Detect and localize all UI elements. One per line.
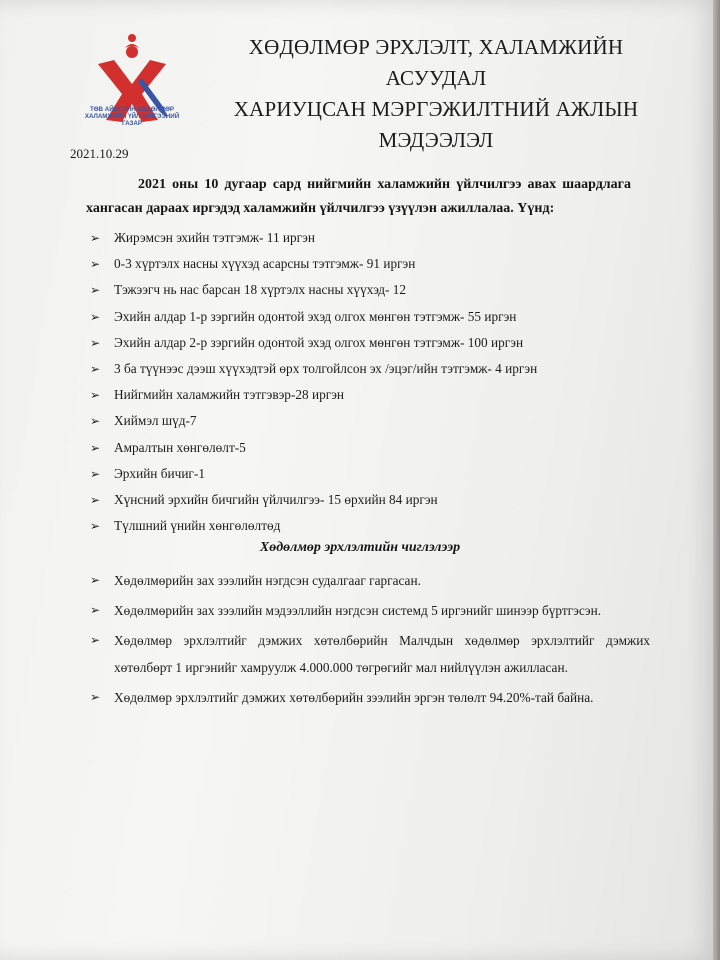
logo-caption-line: ХАЛАМЖИЙН ҮЙЛЧИЛГЭЭНИЙ	[84, 113, 180, 120]
arrow-bullet-icon: ➢	[90, 283, 101, 298]
list-item: ➢ Эхийн алдар 2-р зэргийн одонтой эхэд олгох мөнгөн тэтгэмж- 100 иргэн	[90, 330, 650, 356]
list-item: ➢ Эхийн алдар 1-р зэргийн одонтой эхэд олгох мөнгөн тэтгэмж- 55 иргэн	[90, 304, 650, 330]
logo-caption-line: ГАЗАР	[121, 120, 143, 127]
list-item: ➢ Хөдөлмөр эрхлэлтийг дэмжих хөтөлбөрийн зээлийн эргэн төлөлт 94.20%-тай байна.	[90, 684, 650, 711]
arrow-bullet-icon: ➢	[90, 440, 101, 455]
arrow-bullet-icon: ➢	[90, 414, 101, 429]
arrow-bullet-icon: ➢	[90, 573, 101, 587]
intro-paragraph: 2021 оны 10 дугаар сард нийгмийн халамжийн үйлчилгээ авах шаардлага хангасан дараах иргэдэд халамжийн үйлчилгээ үзүүлэн ажиллалаа. Үүнд:	[86, 177, 631, 216]
list-item: ➢ Түлшний үнийн хөнгөлөлтөд	[90, 513, 650, 539]
list-item: ➢ Хүнсний эрхийн бичгийн үйлчилгээ- 15 өрхийн 84 иргэн	[90, 487, 650, 513]
welfare-list	[90, 225, 650, 539]
title-line: МЭДЭЭЛЭЛ	[378, 128, 494, 152]
list-item: ➢ Жирэмсэн эхийн тэтгэмж- 11 иргэн	[90, 225, 650, 251]
list-item: ➢ 3 ба түүнээс дээш хүүхэдтэй өрх толгойлсон эх /эцэг/ийн тэтгэмж- 4 иргэн	[90, 356, 650, 382]
document-title	[196, 32, 676, 156]
logo-caption-line: ТӨВ АЙМГИЙН ХӨДӨЛМӨР	[89, 106, 175, 113]
list-item: ➢ Эрхийн бичиг-1	[90, 461, 650, 487]
list-item: ➢ Хөдөлмөрийн зах зээлийн нэгдсэн судалгааг гаргасан.	[90, 567, 650, 594]
list-item: ➢ Хөдөлмөрийн зах зээлийн мэдээллийн нэгдсэн системд 5 иргэнийг шинээр бүртгэсэн.	[90, 597, 650, 624]
arrow-bullet-icon: ➢	[90, 519, 101, 534]
employment-heading: Хөдөлмөр эрхлэлтийн чиглэлээр	[259, 540, 461, 555]
list-item: ➢ Тэжээгч нь нас барсан 18 хүртэлх насны хүүхэд- 12	[90, 277, 650, 303]
arrow-bullet-icon: ➢	[90, 309, 101, 324]
arrow-bullet-icon: ➢	[90, 388, 101, 403]
arrow-bullet-icon: ➢	[90, 361, 101, 376]
employment-list	[90, 567, 650, 714]
arrow-bullet-icon: ➢	[90, 603, 101, 617]
title-line: ХӨДӨЛМӨР ЭРХЛЭЛТ, ХАЛАМЖИЙН АСУУДАЛ	[248, 35, 624, 90]
list-item: ➢ Хиймэл шүд-7	[90, 408, 650, 434]
arrow-bullet-icon: ➢	[90, 492, 101, 507]
arrow-bullet-icon: ➢	[90, 633, 101, 647]
arrow-bullet-icon: ➢	[90, 231, 101, 245]
page-edge	[713, 0, 720, 960]
arrow-bullet-icon: ➢	[90, 690, 101, 704]
list-item: ➢ Хөдөлмөр эрхлэлтийг дэмжих хөтөлбөрийн Малчдын хөдөлмөр эрхлэлтийг дэмжих хөтөлбөрт 1 иргэнийг хамруулж 4.000.000 төгрөгийг мал нийлүүлэн ажилласан.	[90, 627, 650, 681]
document-date: 2021.10.29	[70, 146, 129, 161]
list-item: ➢ Нийгмийн халамжийн тэтгэвэр-28 иргэн	[90, 382, 650, 408]
list-item: ➢ Амралтын хөнгөлөлт-5	[90, 435, 650, 461]
arrow-bullet-icon: ➢	[90, 257, 101, 272]
arrow-bullet-icon: ➢	[90, 466, 101, 481]
logo-caption	[70, 106, 194, 127]
title-line: ХАРИУЦСАН МЭРГЭЖИЛТНИЙ АЖЛЫН	[233, 97, 639, 121]
arrow-bullet-icon: ➢	[90, 335, 101, 350]
list-item: ➢ 0-3 хүртэлх насны хүүхэд асарсны тэтгэмж- 91 иргэн	[90, 251, 650, 277]
